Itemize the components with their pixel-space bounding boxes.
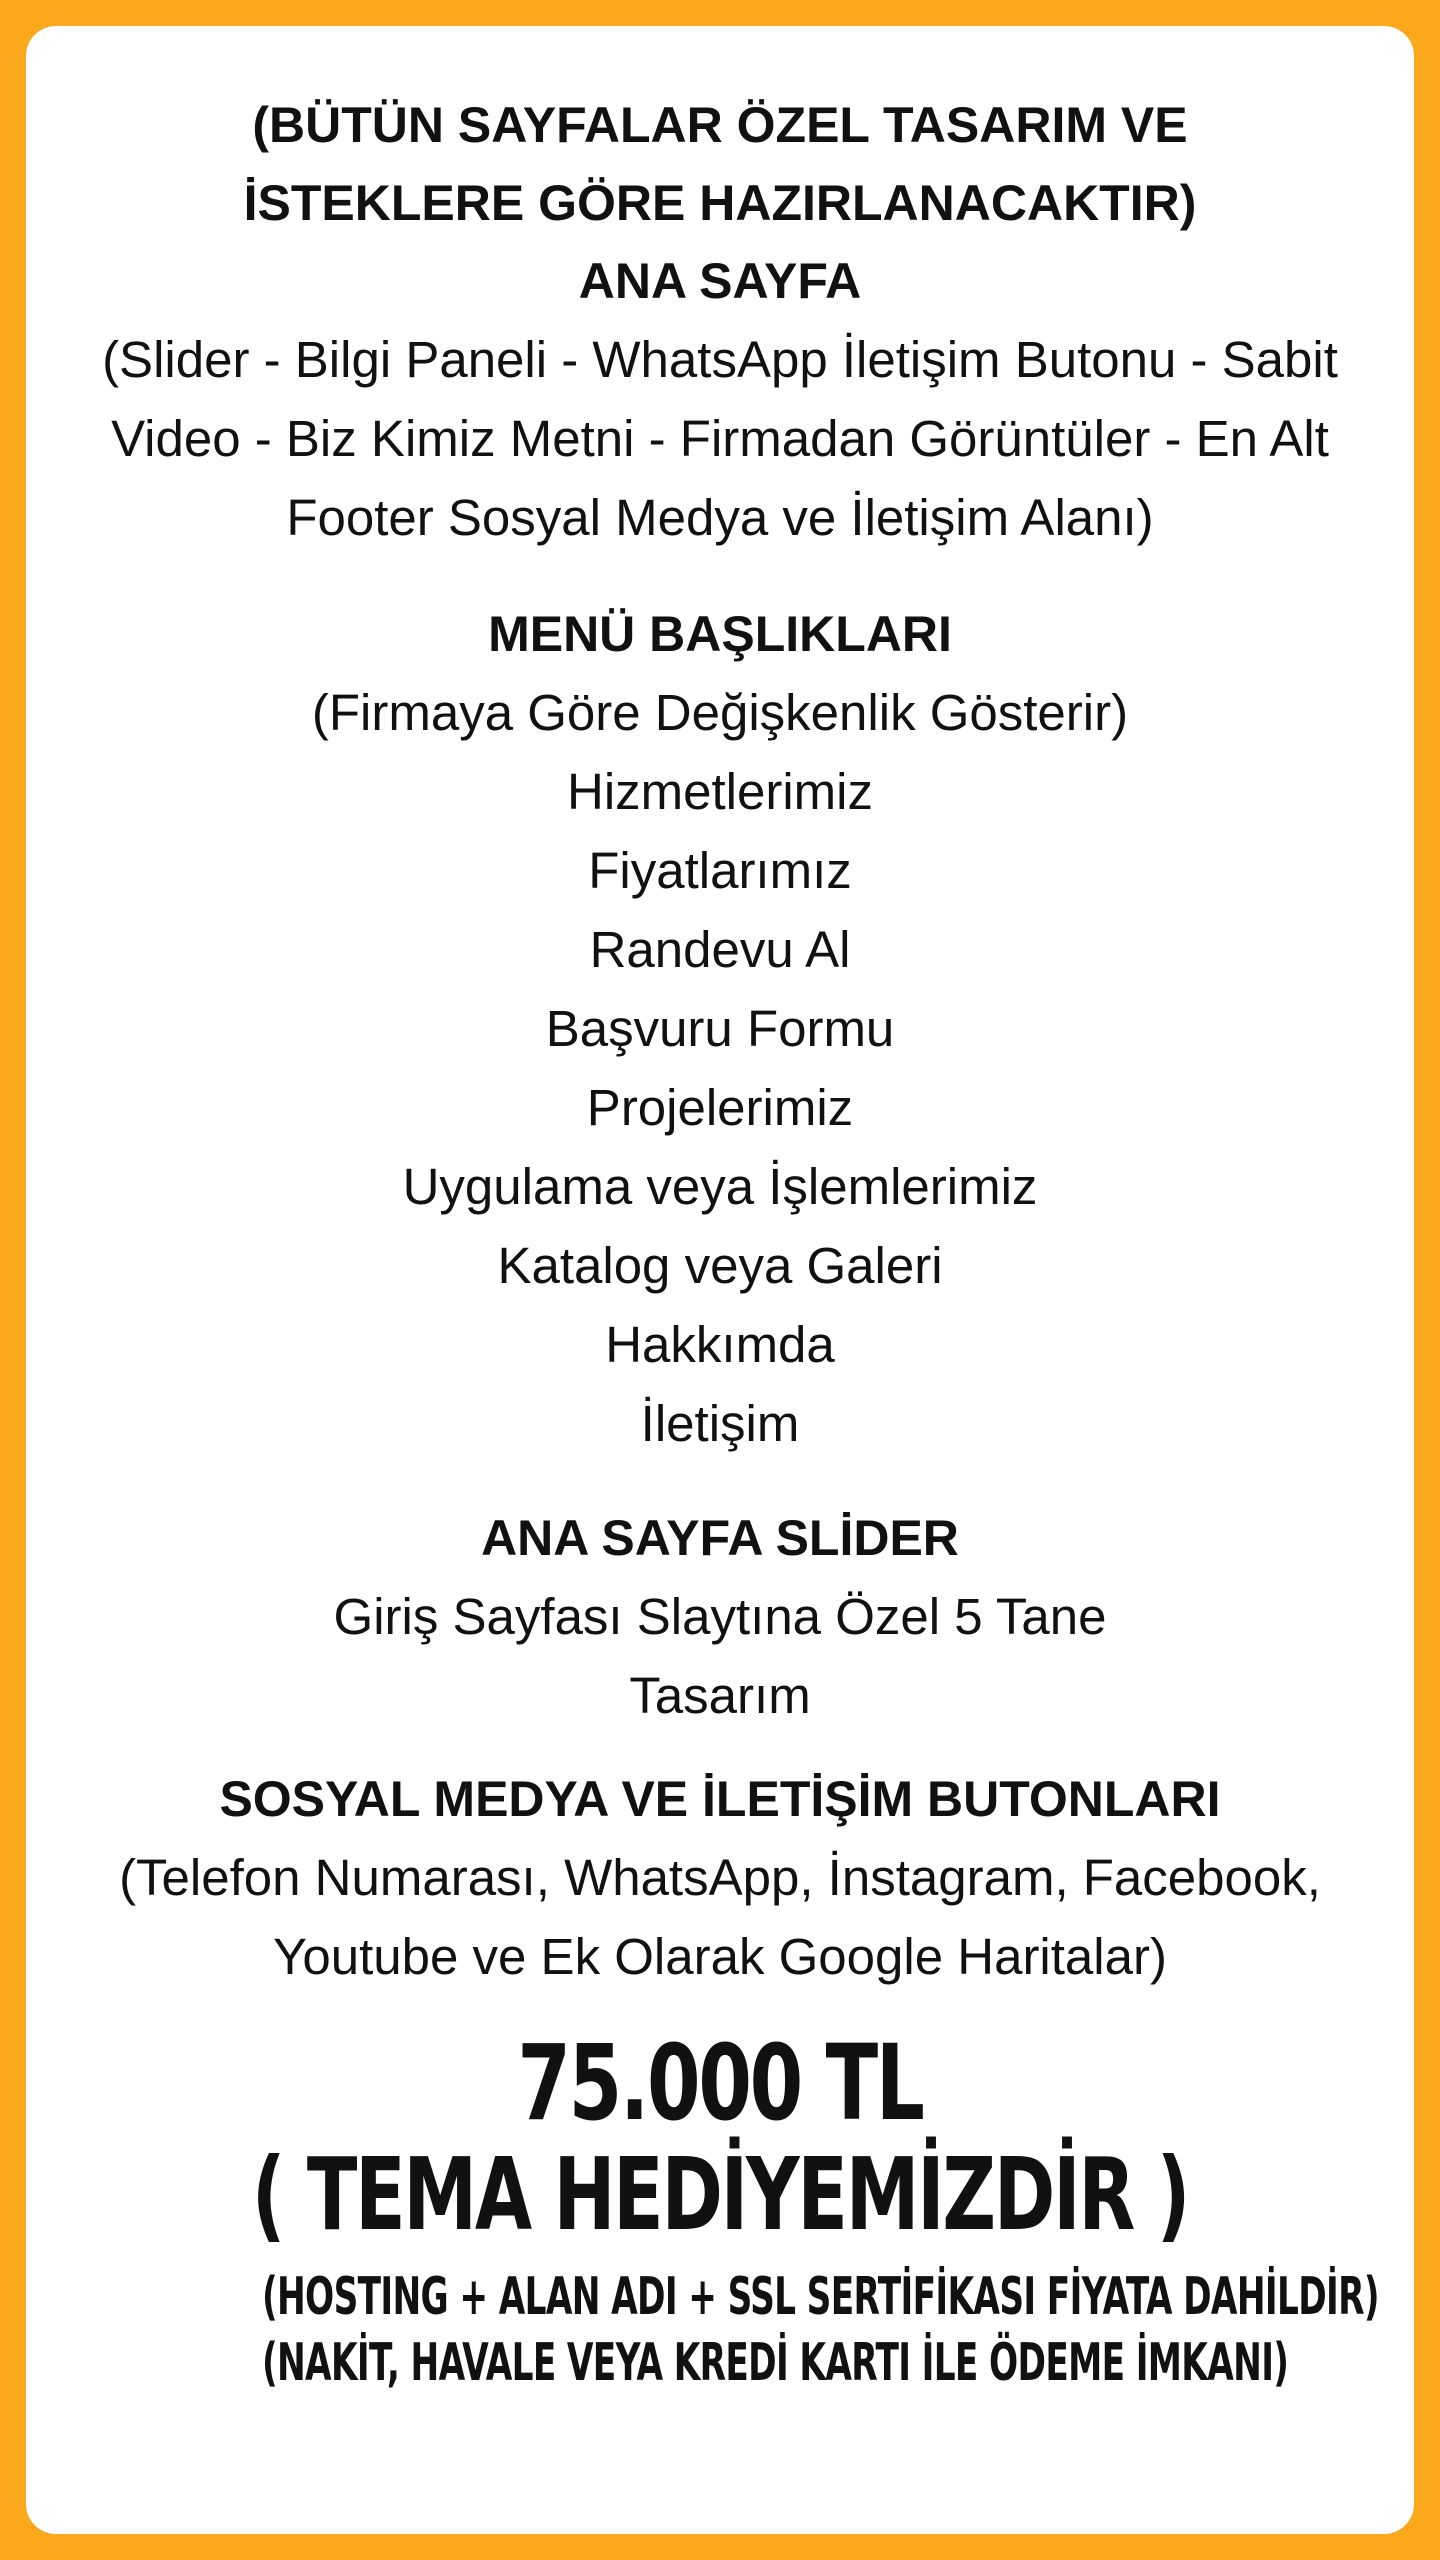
- pricing-section: [26, 2022, 1414, 2396]
- menu-list: [26, 752, 1414, 1463]
- custom-design-heading-line1: (BÜTÜN SAYFALAR ÖZEL TASARIM VE: [252, 97, 1188, 153]
- menu-item: Katalog veya Galeri: [497, 1237, 943, 1294]
- menu-item: Hakkımda: [605, 1316, 835, 1373]
- intro-section: [26, 86, 1414, 557]
- payment-options-note: (NAKİT, HAVALE VEYA KREDİ KARTI İLE ÖDEME İMKANI): [261, 2333, 1289, 2393]
- custom-design-heading: [26, 86, 1414, 242]
- menu-item: Randevu Al: [589, 921, 851, 978]
- slider-section: [26, 1499, 1414, 1735]
- slider-title: ANA SAYFA SLİDER: [481, 1510, 959, 1566]
- social-title: SOSYAL MEDYA VE İLETİŞİM BUTONLARI: [219, 1771, 1221, 1827]
- price-label: 75.000 TL: [517, 2022, 923, 2144]
- home-page-description: (Slider - Bilgi Paneli - WhatsApp İletişim Butonu - Sabit Video - Biz Kimiz Metni - Firmadan Görüntüler - En Alt Footer Sosyal Medya ve İletişim Alanı): [102, 331, 1338, 546]
- social-section: [26, 1760, 1414, 1996]
- social-description: (Telefon Numarası, WhatsApp, İnstagram, Facebook, Youtube ve Ek Olarak Google Haritalar): [119, 1849, 1321, 1985]
- custom-design-heading-line2: İSTEKLERE GÖRE HAZIRLANACAKTIR): [243, 175, 1197, 231]
- content-card: [26, 26, 1414, 2534]
- home-page-title: ANA SAYFA: [578, 253, 862, 309]
- menu-item: İletişim: [640, 1395, 800, 1452]
- included-services-note: (HOSTING + ALAN ADI + SSL SERTİFİKASI FİYATA DAHİLDİR): [261, 2267, 1379, 2327]
- menu-section: [26, 595, 1414, 1463]
- menu-item: Hizmetlerimiz: [567, 763, 873, 820]
- menu-item: Uygulama veya İşlemlerimiz: [402, 1158, 1038, 1215]
- menu-item: Projelerimiz: [586, 1079, 854, 1136]
- menu-title: MENÜ BAŞLIKLARI: [488, 606, 952, 662]
- menu-subtitle: (Firmaya Göre Değişkenlik Gösterir): [311, 684, 1129, 741]
- slider-description: Giriş Sayfası Slaytına Özel 5 Tane Tasarım: [333, 1588, 1107, 1724]
- menu-item: Fiyatlarımız: [588, 842, 852, 899]
- theme-gift-label: ( TEMA HEDİYEMİZDİR ): [251, 2136, 1189, 2253]
- menu-item: Başvuru Formu: [545, 1000, 895, 1057]
